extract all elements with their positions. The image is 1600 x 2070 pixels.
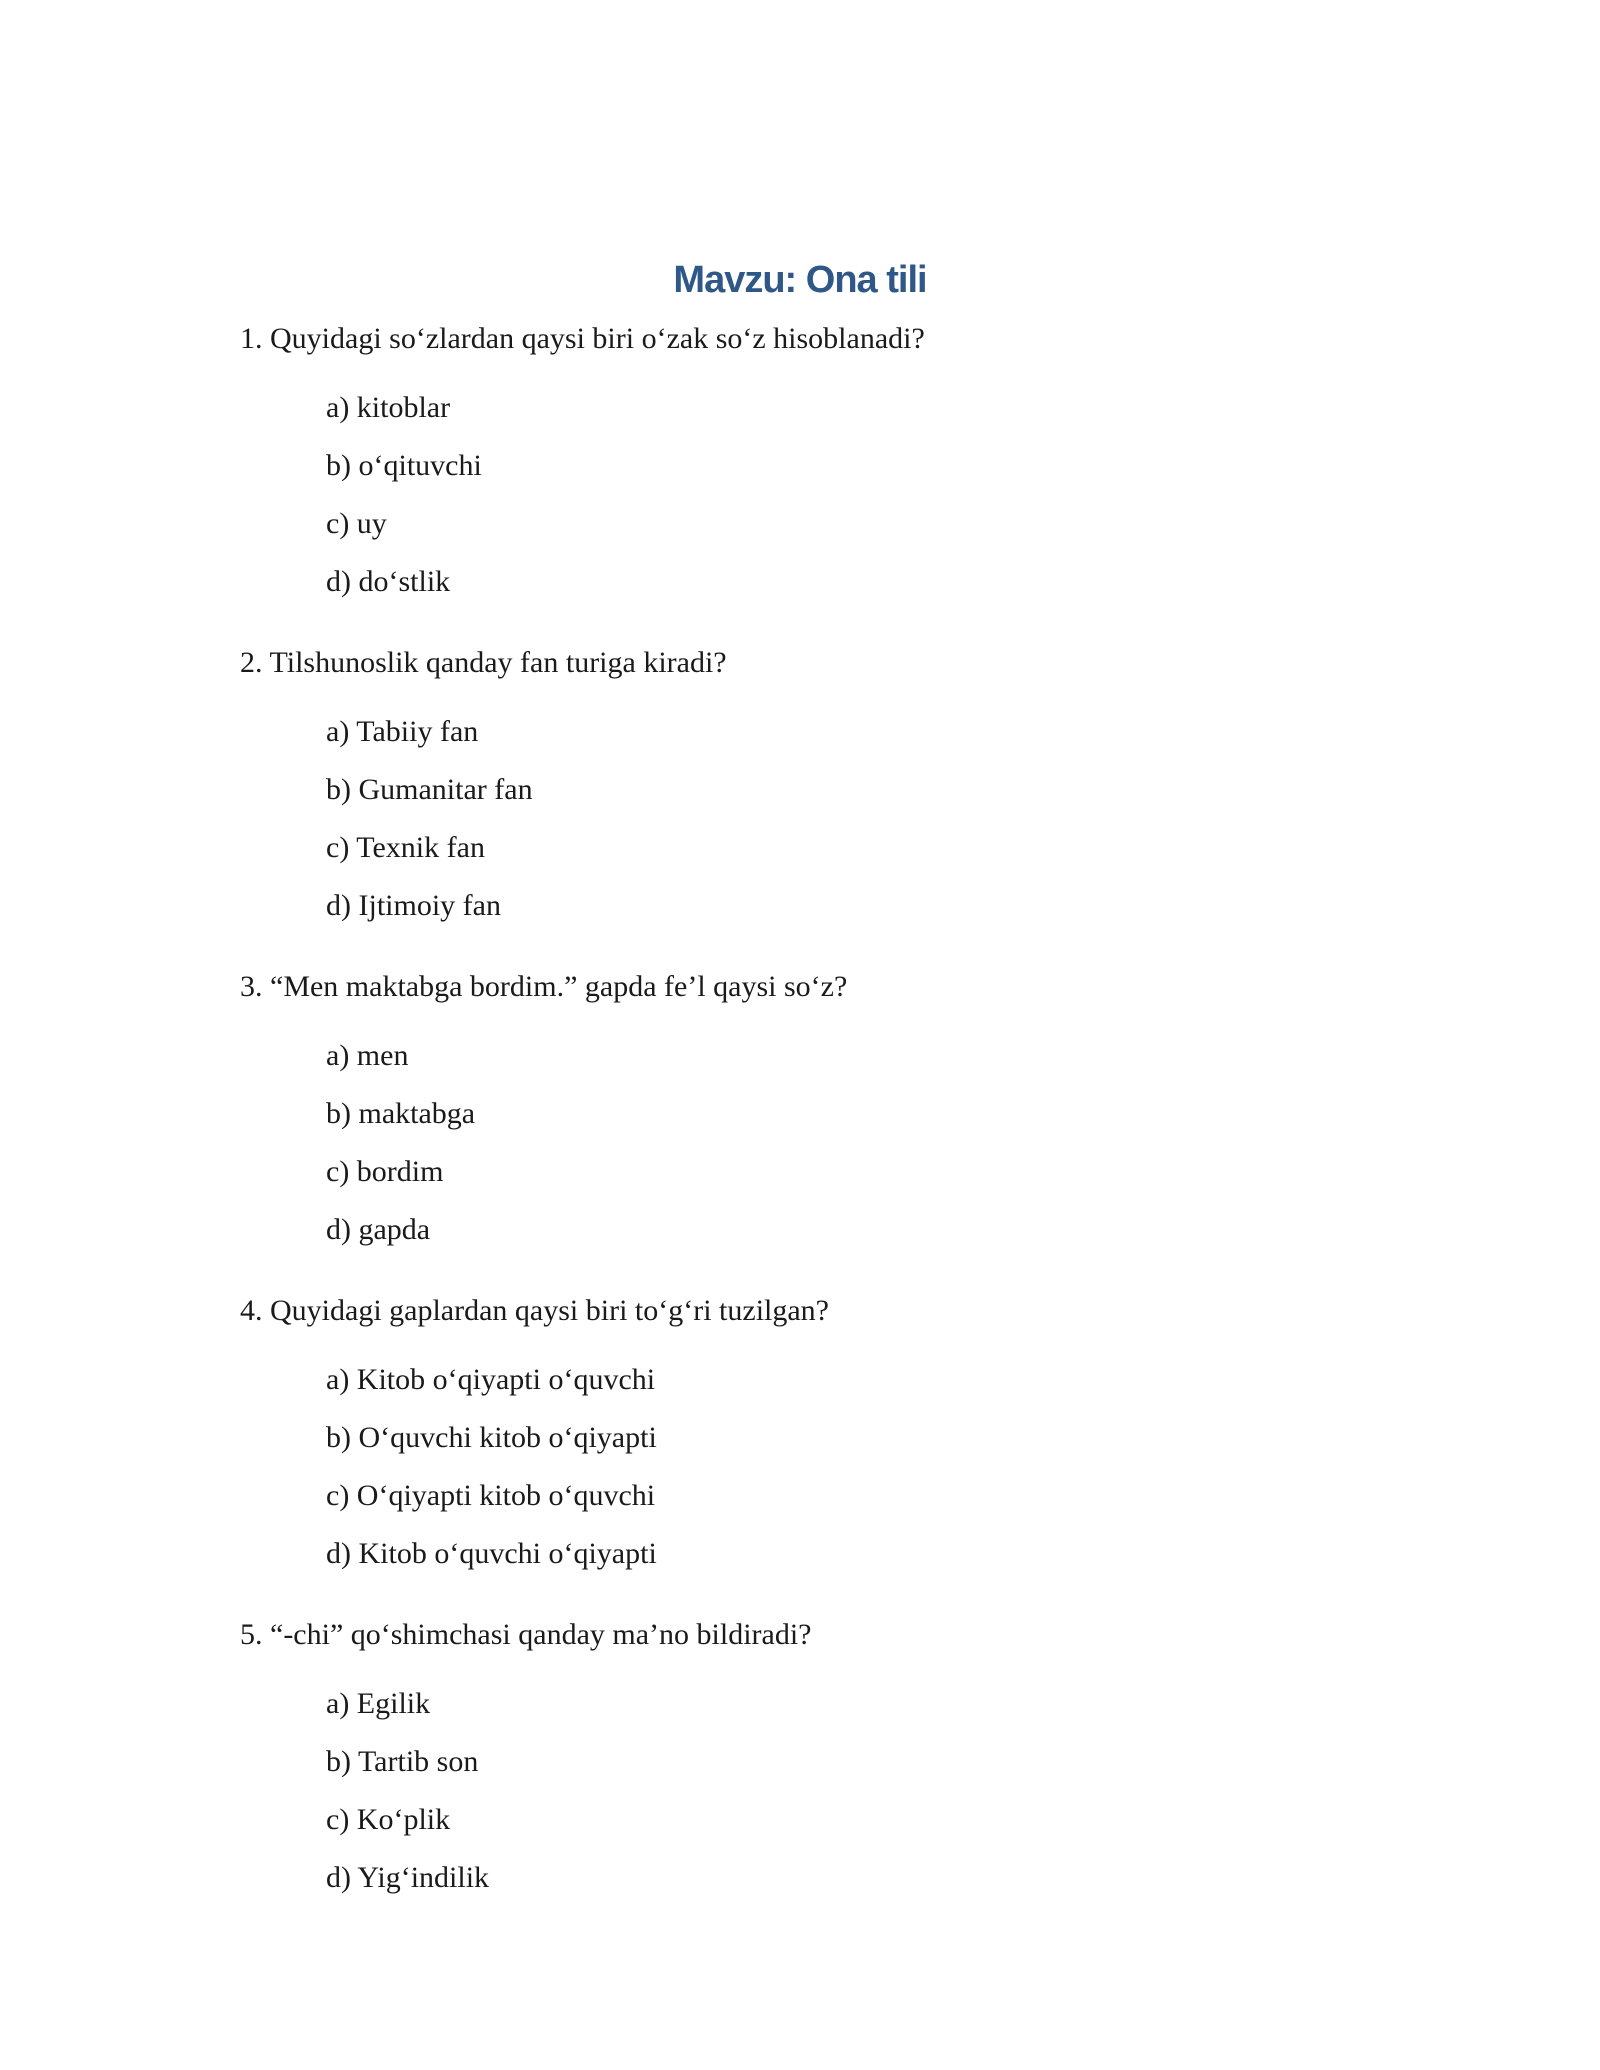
option-c: c) Texnik fan <box>326 831 485 864</box>
option-a: a) Kitob oʻqiyapti oʻquvchi <box>326 1363 656 1396</box>
question-list <box>240 317 1480 1937</box>
option-a: a) Egilik <box>326 1687 431 1720</box>
option-b: b) Tartib son <box>326 1745 479 1778</box>
option-d: d) Kitob oʻquvchi oʻqiyapti <box>326 1537 657 1570</box>
option-a: a) Tabiiy fan <box>326 715 479 748</box>
option-d: d) gapda <box>326 1213 431 1246</box>
question-text: 3. “Men maktabga bordim.” gapda fe’l qaysi soʻz? <box>240 970 848 1003</box>
option-b: b) Oʻquvchi kitob oʻqiyapti <box>326 1421 657 1454</box>
option-b: b) Gumanitar fan <box>326 773 533 806</box>
question-block-2 <box>240 641 1480 935</box>
option-list <box>240 1675 1480 1907</box>
option-d: d) Yigʻindilik <box>326 1861 490 1894</box>
option-a: a) kitoblar <box>326 391 451 424</box>
option-list <box>240 379 1480 611</box>
option-d: d) doʻstlik <box>326 565 451 598</box>
option-list <box>240 703 1480 935</box>
option-c: c) Oʻqiyapti kitob oʻquvchi <box>326 1479 656 1512</box>
question-block-4 <box>240 1289 1480 1583</box>
question-block-5 <box>240 1613 1480 1907</box>
option-a: a) men <box>326 1039 409 1072</box>
page-title: Mavzu: Ona tili <box>673 259 927 301</box>
question-text: 1. Quyidagi soʻzlardan qaysi biri oʻzak soʻz hisoblanadi? <box>240 322 925 355</box>
option-b: b) oʻqituvchi <box>326 449 482 482</box>
option-c: c) uy <box>326 507 387 540</box>
question-text: 4. Quyidagi gaplardan qaysi biri toʻgʻri tuzilgan? <box>240 1294 829 1327</box>
option-c: c) bordim <box>326 1155 444 1188</box>
option-list <box>240 1351 1480 1583</box>
option-list <box>240 1027 1480 1259</box>
option-c: c) Koʻplik <box>326 1803 451 1836</box>
question-text: 2. Tilshunoslik qanday fan turiga kiradi? <box>240 646 727 679</box>
question-text: 5. “-chi” qoʻshimchasi qanday ma’no bildiradi? <box>240 1618 812 1651</box>
question-block-1 <box>240 317 1480 611</box>
option-d: d) Ijtimoiy fan <box>326 889 501 922</box>
option-b: b) maktabga <box>326 1097 476 1130</box>
question-block-3 <box>240 965 1480 1259</box>
